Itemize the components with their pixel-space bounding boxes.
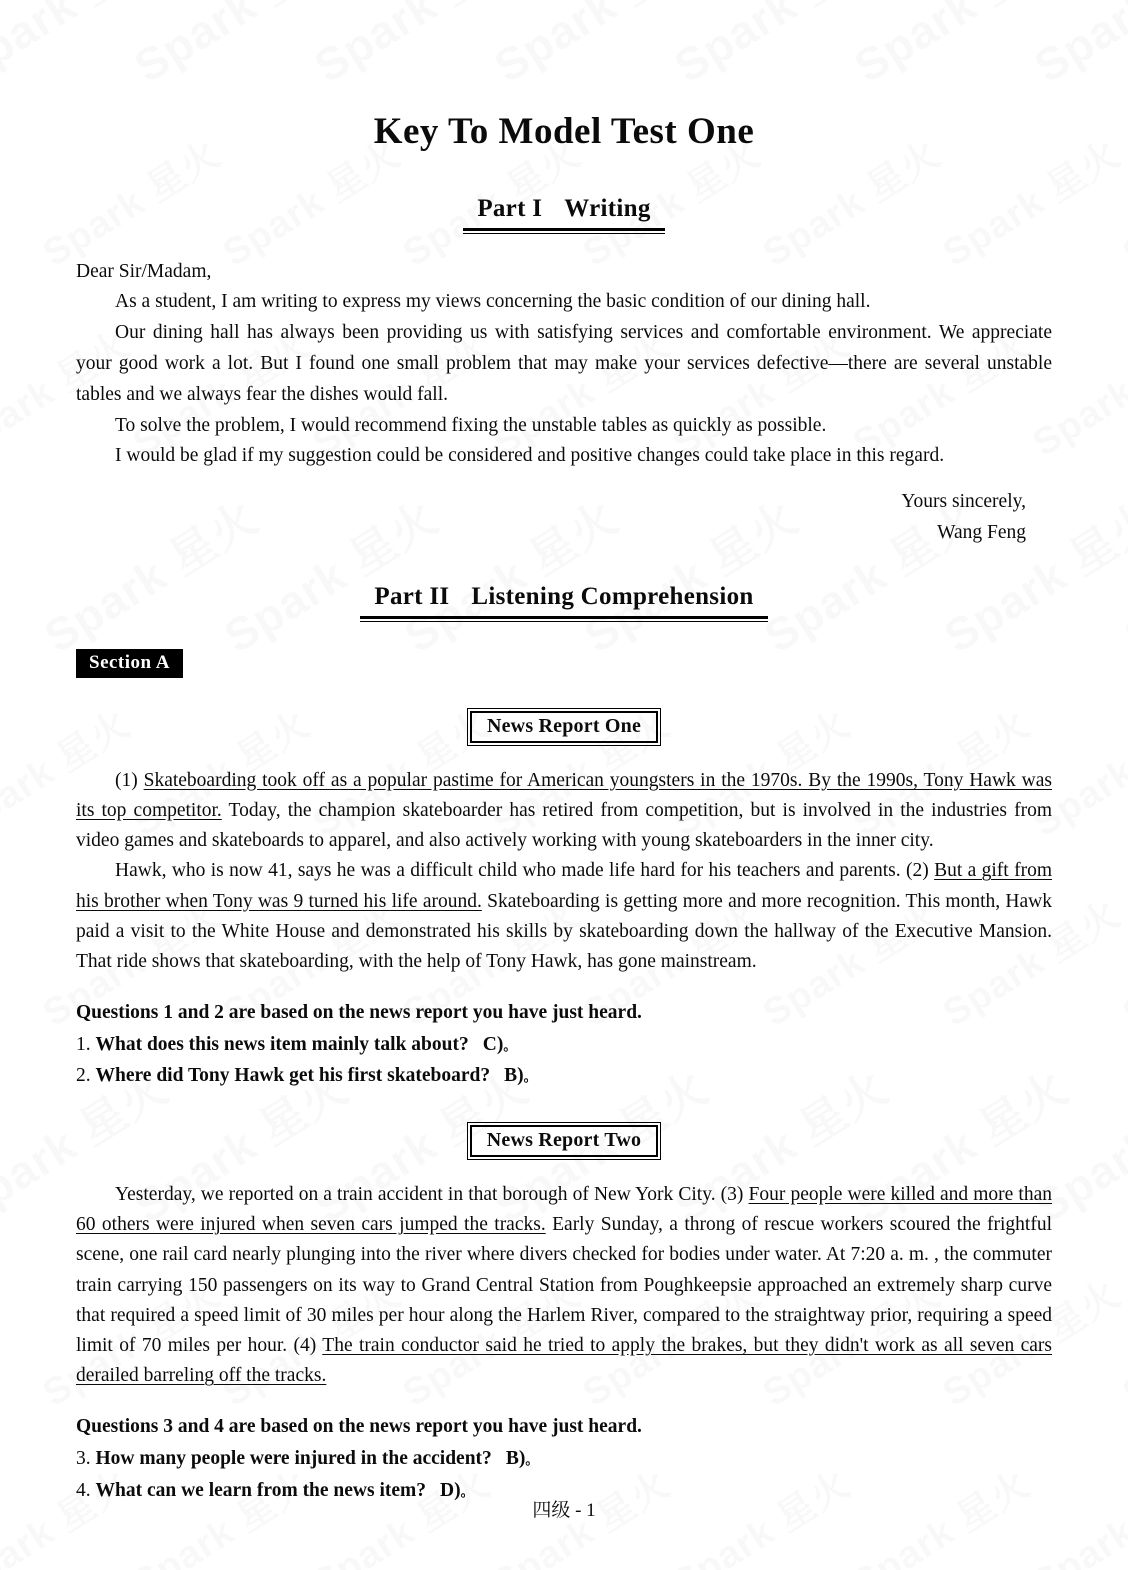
passage-text: (1) — [115, 769, 144, 791]
part-1-name: Writing — [564, 194, 651, 222]
passage-text: Early Sunday, a throng of rescue workers scoured the frightful scene, one rail card nearly plunging into the river where divers checked for bodies under water. At 7:20 a. m. , the commuter train carrying 150 passengers on its way to Grand Central Station from Poughkeepsie approached an extremely sharp curve that required a speed limit of 30 miles per hour along the Harlem River, compared to the straightway prior, requiring a speed limit of 70 miles per hour. (4) — [76, 1214, 1052, 1356]
part-2-label: Part II — [374, 582, 450, 610]
letter-salutation: Dear Sir/Madam, — [76, 260, 212, 282]
answer-key-underline: But a gift from his brother when Tony was 9 turned his life around. — [76, 860, 1052, 912]
passage-text: Hawk, who is now 41, says he was a difficult child who made life hard for his teachers and parents. (2) — [115, 860, 935, 882]
page-title: Key To Model Test One — [373, 111, 755, 152]
passage-text: Yesterday, we reported on a train accident in that borough of New York City. (3) — [115, 1183, 749, 1205]
question-text: What can we learn from the news item? — [95, 1479, 427, 1501]
question-answer: B) — [504, 1065, 524, 1087]
answer-key-underline: Skateboarding took off as a popular pastime for American youngsters in the 1970s. By the 1990s, Tony Hawk was its top competitor. — [76, 769, 1052, 821]
letter-paragraph: I would be glad if my suggestion could be considered and positive changes could take place in this regard. — [115, 445, 945, 467]
section-a-row — [76, 619, 1052, 678]
news-report-badge-label: News Report Two — [470, 1125, 658, 1157]
page-footer: 四级 - 1 — [532, 1500, 596, 1521]
question-item — [76, 1060, 1052, 1092]
news-report-passage — [76, 766, 1052, 978]
cjk-period: 。 — [503, 1037, 517, 1053]
news-report-badge — [467, 708, 661, 746]
passage-paragraph — [76, 766, 1052, 857]
news-report-passage — [76, 1180, 1052, 1392]
writing-letter — [76, 257, 1052, 473]
part-1-heading — [463, 195, 664, 231]
question-answer: D) — [440, 1479, 461, 1501]
letter-signature: Wang Feng — [937, 522, 1026, 544]
question-number: 2. — [76, 1065, 96, 1087]
question-item — [76, 1029, 1052, 1061]
part-2-heading-wrap — [76, 583, 1052, 619]
letter-closing: Yours sincerely, — [901, 491, 1026, 513]
cjk-period: 。 — [523, 1069, 537, 1085]
cjk-period: 。 — [525, 1452, 539, 1468]
question-number: 4. — [76, 1479, 96, 1501]
part-2-heading — [360, 583, 767, 619]
part-2-name: Listening Comprehension — [471, 582, 754, 610]
part-1-label: Part I — [477, 194, 543, 222]
letter-paragraph: Our dining hall has always been providing us with satisfying services and comfortable environment. We appreciate your good work a lot. But I found one small problem that may make your services defective—there are several unstable tables and we always fear the dishes would fall. — [76, 322, 1052, 405]
question-answer: B) — [505, 1448, 526, 1470]
news-reports-container — [76, 708, 1052, 1507]
question-text: Where did Tony Hawk get his first skateboard? — [95, 1065, 491, 1087]
question-text: How many people were injured in the accident? — [95, 1448, 492, 1470]
letter-paragraph: To solve the problem, I would recommend fixing the unstable tables as quickly as possible. — [115, 414, 827, 436]
questions-intro: Questions 3 and 4 are based on the news report you have just heard. — [76, 1416, 642, 1438]
part-1-heading-wrap — [76, 195, 1052, 231]
letter-signature-block — [76, 486, 1052, 548]
news-report-badge — [467, 1122, 661, 1160]
question-text: What does this news item mainly talk about? — [95, 1033, 469, 1055]
passage-text: Skateboarding is getting more and more recognition. This month, Hawk paid a visit to the White House and demonstrated his skills by skateboarding down the hallway of the Executive Mansion. That ride shows that skateboarding, with the help of Tony Hawk, has gone mainstream. — [76, 890, 1052, 972]
letter-paragraph: As a student, I am writing to express my views concerning the basic condition of our dining hall. — [115, 291, 871, 313]
question-number: 1. — [76, 1033, 96, 1055]
section-a-badge: Section A — [76, 649, 183, 678]
passage-text: Today, the champion skateboarder has retired from competition, but is involved in the industries from video games and skateboards to apparel, and also actively working with young skateboarders in the inner city. — [76, 799, 1052, 852]
questions-block — [76, 997, 1052, 1092]
passage-paragraph — [76, 1180, 1052, 1392]
answer-key-underline: The train conductor said he tried to apply the brakes, but they didn't work as all seven cars derailed barreling off the tracks. — [76, 1335, 1052, 1387]
question-item — [76, 1443, 1052, 1475]
questions-block — [76, 1411, 1052, 1506]
question-answer: C) — [482, 1033, 504, 1055]
questions-intro: Questions 1 and 2 are based on the news report you have just heard. — [76, 1002, 642, 1024]
news-report-badge-wrap — [76, 708, 1052, 746]
news-report-badge-wrap — [76, 1122, 1052, 1160]
passage-paragraph — [76, 856, 1052, 977]
question-number: 3. — [76, 1448, 96, 1470]
cjk-period: 。 — [460, 1483, 474, 1499]
news-report-badge-label: News Report One — [470, 711, 658, 743]
answer-key-underline: Four people were killed and more than 60 others were injured when seven cars jumped the tracks. — [76, 1183, 1053, 1236]
